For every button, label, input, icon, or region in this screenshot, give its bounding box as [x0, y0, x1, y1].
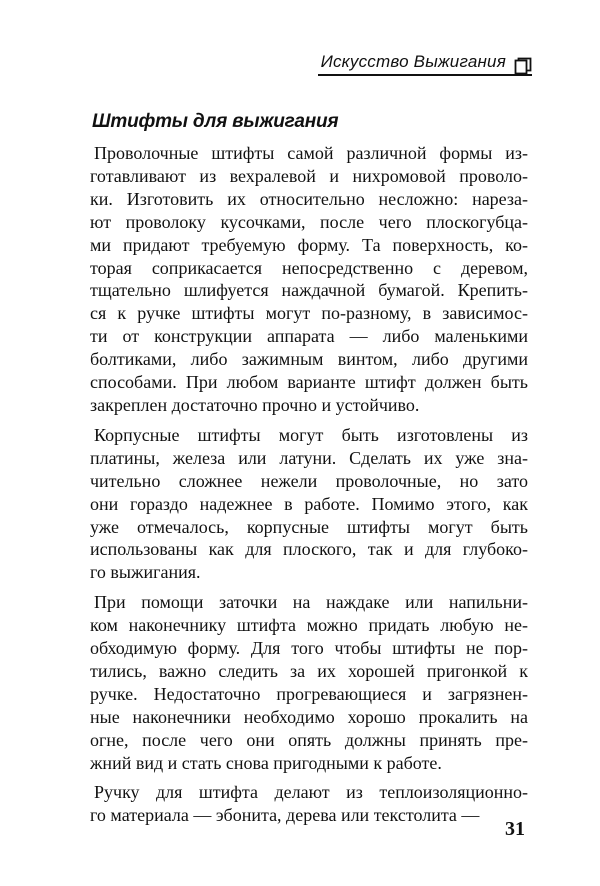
- text-line: ми придают требуемую форму. Та поверхность, ко-: [90, 234, 528, 255]
- text-line: обходимую форму. Для того чтобы штифты не пор-: [90, 638, 528, 659]
- text-line: готавливают из вехралевой и нихромовой проволо-: [90, 165, 528, 186]
- text-line: го материала — эбонита, дерева или текстолита —: [90, 805, 480, 826]
- book-icon: [514, 57, 532, 75]
- text-line: тщательно шлифуется наждачной бумагой. Крепить-: [90, 280, 528, 301]
- running-title: Искусство Выжигания: [320, 52, 506, 71]
- running-header: [318, 50, 532, 76]
- text-line: Корпусные штифты могут быть изготовлены из: [94, 424, 528, 445]
- text-line: закреплен достаточно прочно и устойчиво.: [90, 394, 420, 415]
- text-line: платины, железа или латуни. Сделать их уже зна-: [90, 447, 528, 468]
- text-line: Проволочные штифты самой различной формы из-: [94, 143, 528, 163]
- paragraph: [90, 591, 528, 774]
- text-line: ки. Изготовить их относительно несложно: нареза-: [90, 188, 528, 209]
- text-line: они гораздо надежнее в работе. Помимо этого, как: [90, 493, 528, 514]
- text-line: ручке. Недостаточно прогревающиеся и загрязнен-: [90, 683, 528, 704]
- page-number: 31: [505, 818, 525, 840]
- paragraph: [90, 142, 528, 417]
- text-line: го выжигания.: [90, 562, 201, 583]
- text-line: ти от конструкции аппарата — либо маленькими: [90, 326, 528, 347]
- text-line: ком наконечнику штифта можно придать любую не-: [90, 615, 528, 636]
- text-line: способами. При любом варианте штифт должен быть: [90, 372, 528, 393]
- text-line: огне, после чего они опять должны принять пре-: [90, 729, 528, 750]
- text-line: ют проволоку кусочками, после чего плоскогубца-: [90, 211, 528, 232]
- text-line: ные наконечники необходимо хорошо прокалить на: [90, 706, 528, 727]
- text-line: жний вид и стать снова пригодными к работе.: [90, 752, 442, 773]
- body-text: [90, 142, 528, 834]
- paragraph: [90, 424, 528, 584]
- section-heading: Штифты для выжигания: [92, 111, 339, 132]
- text-line: тились, важно следить за их хорошей пригонкой к: [90, 660, 528, 681]
- paragraph: [90, 781, 528, 827]
- text-line: Ручку для штифта делают из теплоизоляционно-: [94, 782, 528, 803]
- text-line: использованы как для плоского, так и для глубоко-: [90, 539, 528, 560]
- text-line: болтиками, либо зажимным винтом, либо другими: [90, 349, 528, 370]
- text-line: При помощи заточки на наждаке или напильни-: [94, 592, 528, 613]
- text-line: торая соприкасается непосредственно с деревом,: [90, 257, 528, 278]
- text-line: ся к ручке штифты могут по-разному, в зависимос-: [90, 303, 528, 324]
- text-line: уже отмечалось, корпусные штифты могут быть: [90, 516, 528, 537]
- text-line: чительно сложнее нежели проволочные, но зато: [90, 470, 528, 491]
